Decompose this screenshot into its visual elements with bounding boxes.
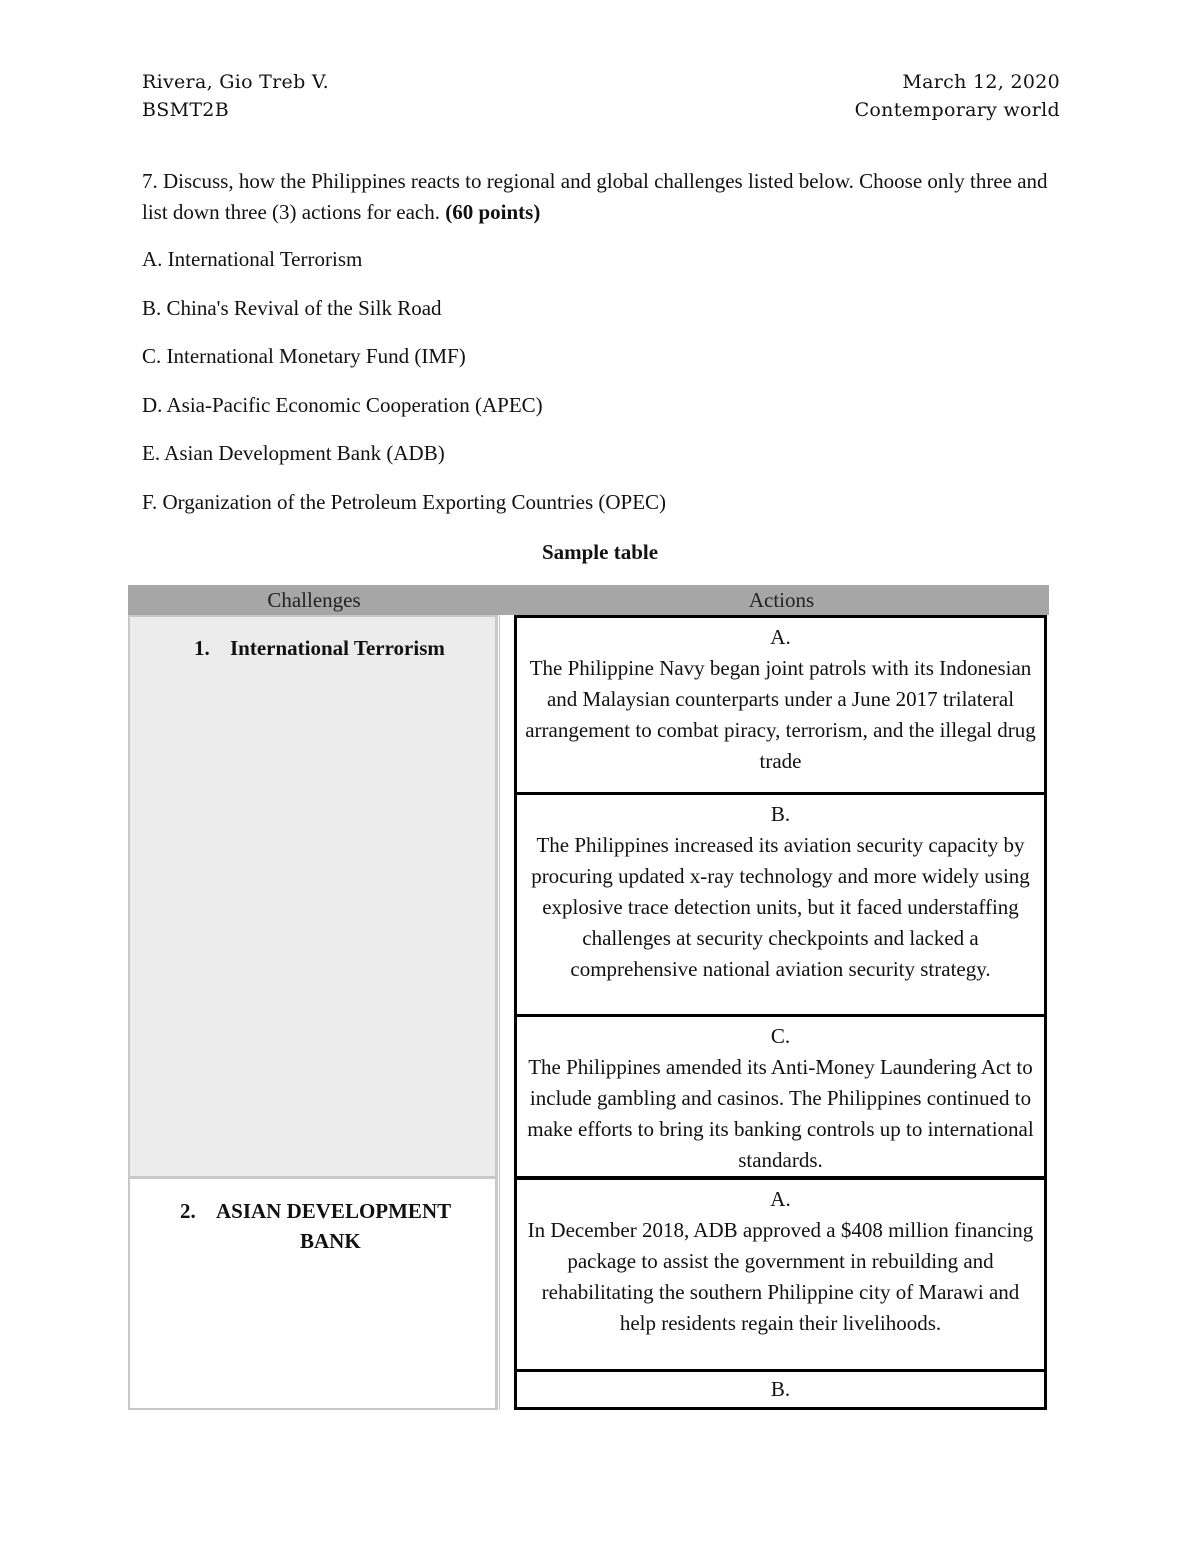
header-actions: Actions	[748, 588, 815, 612]
action-letter: B.	[770, 1377, 791, 1401]
sample-table-title: Sample table	[541, 540, 659, 564]
option-e: E. Asian Development Bank (ADB)	[142, 441, 445, 466]
table-header-row	[128, 585, 1049, 615]
header-right	[855, 68, 1060, 124]
column-separator	[497, 1177, 514, 1410]
option-f: F. Organization of the Petroleum Exporting Countries (OPEC)	[142, 489, 667, 514]
question-text: 7. Discuss, how the Philippines reacts to regional and global challenges listed below. Choose only three and list down three (3) actions for each.	[142, 169, 1048, 224]
action-cell	[514, 615, 1047, 795]
challenge-options-list	[142, 244, 1042, 536]
action-text: The Philippines amended its Anti-Money Laundering Act to include gambling and casinos. The Philippines continued to make efforts to bring its banking controls up to international standards.	[527, 1055, 1034, 1172]
column-separator	[497, 615, 514, 1178]
challenge-number: 2.	[180, 1199, 196, 1223]
subject-name: Contemporary world	[854, 99, 1060, 121]
action-text: The Philippine Navy began joint patrols with its Indonesian and Malaysian counterparts under a June 2017 trilateral arrangement to combat piracy, terrorism, and the illegal drug trade	[525, 656, 1036, 773]
action-cell	[514, 1177, 1047, 1372]
document-date: March 12, 2020	[902, 71, 1060, 93]
action-letter: A.	[770, 625, 791, 649]
question-points: (60 points)	[445, 200, 541, 224]
option-a: A. International Terrorism	[142, 247, 363, 271]
action-letter: C.	[770, 1024, 791, 1048]
option-d: D. Asia-Pacific Economic Cooperation (APEC)	[142, 392, 543, 417]
challenge-label-line2: BANK	[300, 1229, 361, 1253]
challenge-2	[180, 1196, 490, 1256]
action-cell	[514, 1014, 1047, 1179]
header-left	[142, 68, 329, 124]
action-cell	[514, 1369, 1047, 1410]
action-text: The Philippines increased its aviation security capacity by procuring updated x-ray technology and more widely using explosive trace detection units, but it faced understaffing challenges at security checkpoints and lacked a comprehensive national aviation security strategy.	[531, 833, 1030, 981]
student-section: BSMT2B	[142, 99, 229, 121]
sample-table	[128, 585, 1049, 1410]
action-letter: A.	[770, 1187, 791, 1211]
challenge-label-line1: ASIAN DEVELOPMENT	[216, 1199, 452, 1223]
action-text: In December 2018, ADB approved a $408 million financing package to assist the government in rebuilding and rehabilitating the southern Philippine city of Marawi and help residents regain their livelihoods.	[527, 1218, 1034, 1335]
header-challenges: Challenges	[267, 588, 361, 612]
question-prompt	[142, 166, 1062, 228]
option-c: C. International Monetary Fund (IMF)	[142, 344, 466, 369]
challenge-number: 1.	[194, 636, 210, 660]
action-cell	[514, 792, 1047, 1018]
challenge-1	[194, 633, 445, 663]
challenge-cell-1	[128, 615, 497, 1178]
option-b: B. China's Revival of the Silk Road	[142, 295, 442, 320]
student-name: Rivera, Gio Treb V.	[142, 71, 329, 93]
challenge-label: International Terrorism	[230, 636, 445, 660]
action-letter: B.	[770, 802, 791, 826]
